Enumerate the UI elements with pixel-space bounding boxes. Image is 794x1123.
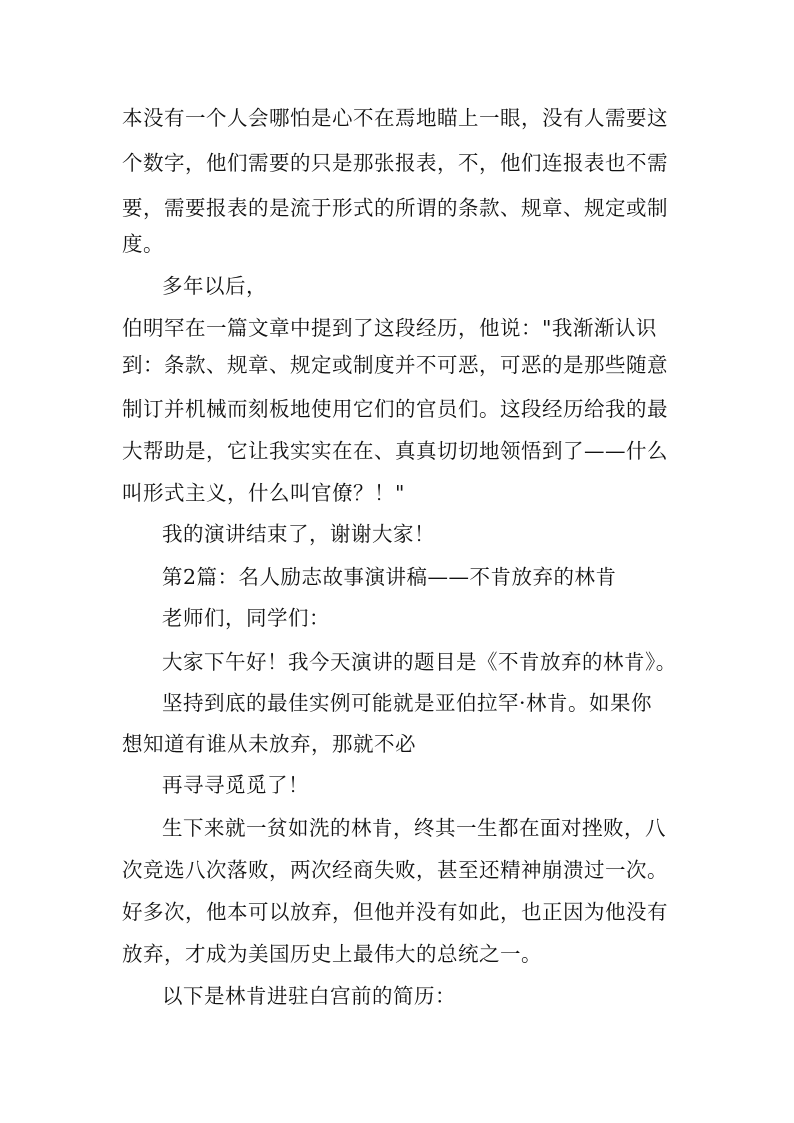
text-line: 好多次，他本可以放弃，但他并没有如此，也正因为他没有 [122, 900, 668, 924]
text-line: 本没有一个人会哪怕是心不在焉地瞄上一眼，没有人需要这 [122, 106, 668, 130]
text-line: 以下是林肯进驻白宫前的简历： [162, 984, 456, 1008]
text-line: 要，需要报表的是流于形式的所谓的条款、规章、规定或制 [122, 196, 668, 220]
text-line: 次竞选八次落败，两次经商失败，甚至还精神崩溃过一次。 [122, 858, 668, 882]
text-line: 大家下午好！我今天演讲的题目是《不肯放弃的林肯》。 [162, 650, 677, 674]
text-line: 我的演讲结束了，谢谢大家！ [162, 522, 435, 546]
text-line: 老师们，同学们： [162, 606, 330, 630]
text-line: 叫形式主义，什么叫官僚？！" [122, 481, 405, 505]
text-line: 坚持到底的最佳实例可能就是亚伯拉罕·林肯。如果你 [162, 691, 653, 715]
text-line: 到：条款、规章、规定或制度并不可恶，可恶的是那些随意 [122, 353, 668, 377]
text-line: 度。 [122, 232, 164, 256]
text-line: 再寻寻觅觅了！ [162, 773, 309, 797]
text-line: 制订并机械而刻板地使用它们的官员们。这段经历给我的最 [122, 397, 668, 421]
section-heading: 第2篇：名人励志故事演讲稿——不肯放弃的林肯 [162, 565, 617, 589]
text-line: 放弃，才成为美国历史上最伟大的总统之一。 [122, 942, 542, 966]
text-line: 想知道有谁从未放弃，那就不必 [122, 732, 416, 756]
text-line: 伯明罕在一篇文章中提到了这段经历，他说："我渐渐认识 [122, 316, 657, 340]
text-line: 大帮助是，它让我实实在在、真真切切地领悟到了——什么 [122, 439, 668, 463]
text-line: 个数字，他们需要的只是那张报表，不，他们连报表也不需 [122, 151, 668, 175]
text-line: 生下来就一贫如洗的林肯，终其一生都在面对挫败，八 [162, 816, 666, 840]
text-line: 多年以后， [162, 274, 267, 298]
